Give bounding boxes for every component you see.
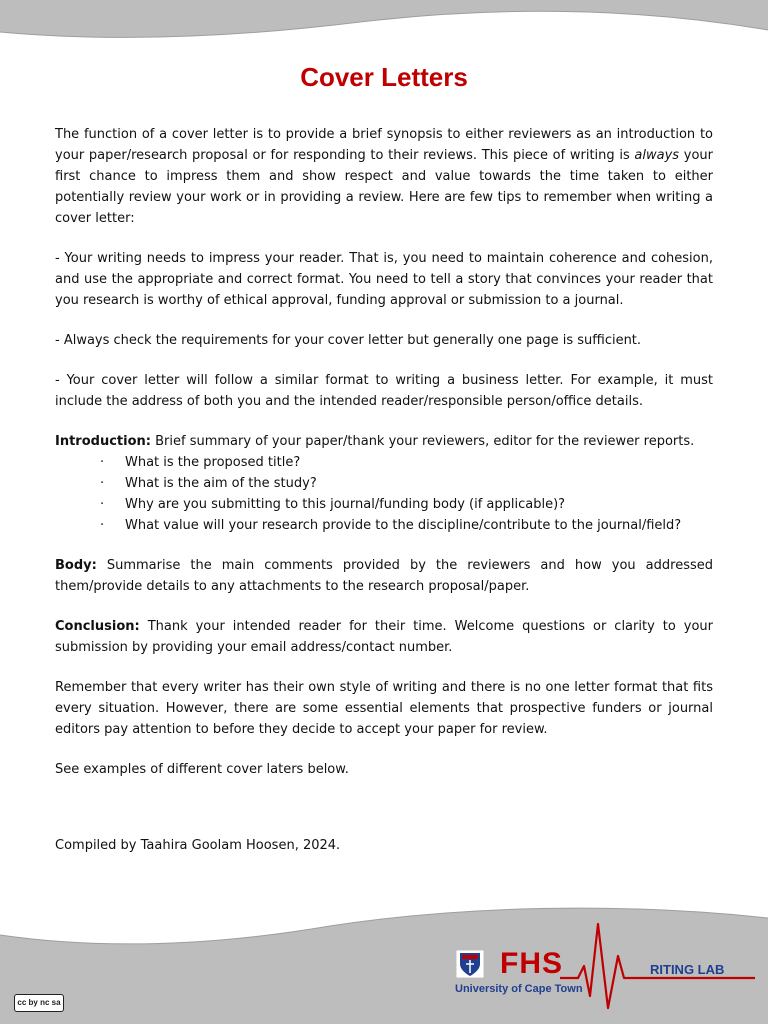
bullet-icon: · xyxy=(100,518,105,533)
introduction-bullet-list xyxy=(55,452,713,536)
conclusion-text: Thank your intended reader for their time. Welcome questions or clarity to your submission by providing your email address/contact number. xyxy=(55,619,713,655)
tip-paragraph-3: - Your cover letter will follow a similar format to writing a business letter. For example, it must include the address of both you and the intended reader/responsible person/office details. xyxy=(55,373,713,409)
creative-commons-license-badge: cc by nc sa xyxy=(14,994,64,1012)
remember-paragraph: Remember that every writer has their own style of writing and there is no one letter format that fits every situation. However, there are some essential elements that prospective funders or journal editors pay attention to before they decide to accept your paper for review. xyxy=(55,680,713,737)
page-title: Cover Letters xyxy=(300,62,468,92)
compiled-by-credit: Compiled by Taahira Goolam Hoosen, 2024. xyxy=(55,838,341,853)
top-wave-decoration xyxy=(0,0,768,60)
list-item xyxy=(55,515,713,536)
bullet-icon: · xyxy=(100,476,105,491)
uct-name: University of Cape Town xyxy=(455,983,583,995)
intro-paragraph xyxy=(55,124,713,229)
list-item-text: Why are you submitting to this journal/funding body (if applicable)? xyxy=(125,497,566,512)
list-item-text: What is the aim of the study? xyxy=(125,476,317,491)
body-label: Body: xyxy=(55,558,97,573)
list-item-text: What is the proposed title? xyxy=(125,455,301,470)
list-item xyxy=(55,452,713,473)
list-item-text: What value will your research provide to the discipline/contribute to the journal/field? xyxy=(125,518,682,533)
introduction-paragraph xyxy=(55,431,713,452)
intro-text-start: The function of a cover letter is to provide a brief synopsis to either reviewers as an introduction to your paper/research proposal or for responding to their reviews. This piece of writing is xyxy=(55,127,713,163)
uct-crest-logo xyxy=(456,950,484,978)
introduction-label: Introduction: xyxy=(55,434,151,449)
conclusion-paragraph xyxy=(55,616,713,658)
body-paragraph xyxy=(55,555,713,597)
body-text: Summarise the main comments provided by the reviewers and how you addressed them/provide details to any attachments to the research proposal/paper. xyxy=(55,558,713,594)
intro-emphasis: always xyxy=(634,148,680,163)
writing-lab-text: RITING LAB xyxy=(650,962,725,977)
document-body xyxy=(55,124,713,799)
examples-paragraph: See examples of different cover laters below. xyxy=(55,762,349,777)
introduction-text: Brief summary of your paper/thank your reviewers, editor for the reviewer reports. xyxy=(150,434,695,449)
list-item xyxy=(55,494,713,515)
bullet-icon: · xyxy=(100,455,105,470)
tip-paragraph-1: - Your writing needs to impress your reader. That is, you need to maintain coherence and cohesion, and use the appropriate and correct format. You need to tell a story that convinces your reader that you research is worthy of ethical approval, funding approval or submission to a journal. xyxy=(55,251,713,308)
bullet-icon: · xyxy=(100,497,105,512)
intro-text-end: your first chance to impress them and show respect and value towards the time taken to either potentially review your work or in providing a review. Here are few tips to remember when writing a cover letter: xyxy=(55,148,713,226)
tip-paragraph-2: - Always check the requirements for your cover letter but generally one page is sufficient. xyxy=(55,333,642,348)
list-item xyxy=(55,473,713,494)
fhs-logo-text: FHS xyxy=(500,947,563,980)
conclusion-label: Conclusion: xyxy=(55,619,140,634)
